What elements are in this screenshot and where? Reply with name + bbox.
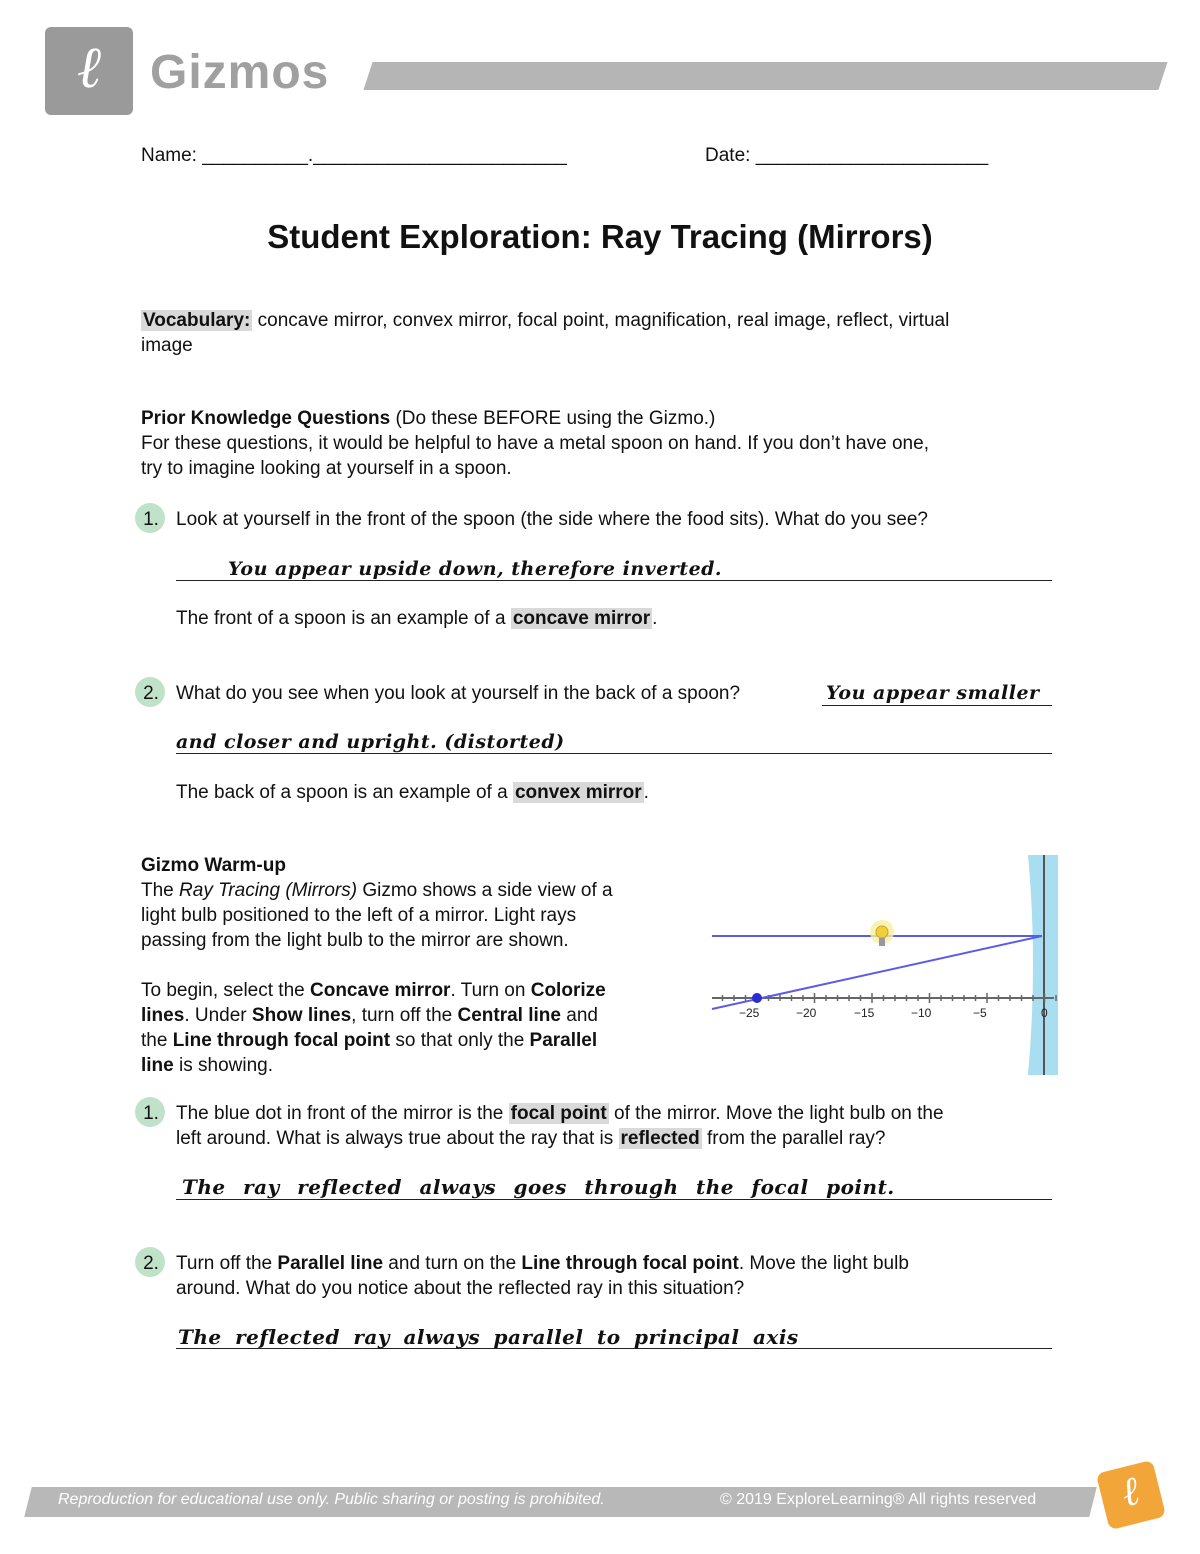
footer-notice: Reproduction for educational use only. Public sharing or posting is prohibited. [58,1491,605,1508]
warmup-section [141,853,701,1078]
warmup-term: line [141,1055,174,1076]
warmup-term: Line through focal point [172,1030,391,1051]
logo [45,27,133,115]
question-number: 1. [133,1101,169,1126]
logo-glyph: ℓ [76,33,102,101]
vocabulary-label: Vocabulary: [143,310,251,331]
name-blank: __________.________________________ [202,145,567,166]
warmup-text: and [560,1005,598,1026]
light-bulb-base [879,938,885,946]
tick-label: −10 [911,1006,932,1020]
tick-label: −15 [854,1006,875,1020]
focal-point [752,993,762,1003]
tick-labels [739,1006,1048,1020]
question-number: 2. [133,681,169,706]
warmup-term: Colorize [530,980,606,1001]
warmup-term: Central line [457,1005,561,1026]
prior-intro-1: For these questions, it would be helpful to have a metal spoon on hand. If you don’t have one, [141,433,929,454]
vocabulary-terms: concave mirror, convex mirror, focal point, magnification, real image, reflect, virtual [257,310,950,331]
tick-label: −20 [796,1006,817,1020]
warmup-text: , turn off the [351,1005,458,1026]
prior-knowledge [141,406,1071,481]
light-bulb-icon [876,926,888,938]
question-text: Look at yourself in the front of the spoon (the side where the food sits). What do you see? [176,509,928,530]
warmup-text: is showing. [173,1055,274,1076]
question-text-part: left around. What is always true about the ray that is [176,1128,619,1149]
warmup-text: To begin, select the [141,980,310,1001]
gizmo-name: Ray Tracing (Mirrors) [179,880,358,901]
vocabulary [141,308,1071,358]
prior-heading-note: (Do these BEFORE using the Gizmo.) [395,408,716,429]
question-term: focal point [510,1103,607,1124]
question-text [176,1251,1066,1301]
question-number: 1. [133,507,169,532]
tick-label: −25 [739,1006,760,1020]
footer-copyright: © 2019 ExploreLearning® All rights reserved [720,1491,1037,1508]
footer-logo-glyph: ℓ [1116,1467,1144,1517]
answer-line[interactable] [176,1199,1052,1200]
question-text-part: of the mirror. Move the light bulb on the [608,1103,944,1124]
header-bar [363,62,1167,90]
tick-label: −5 [973,1006,987,1020]
warmup-term: Concave mirror [310,980,451,1001]
answer-line[interactable] [176,580,1052,581]
brand-name: Gizmos [150,46,330,99]
answer-text: You appear smaller [826,682,1040,704]
question-term: reflected [620,1128,700,1149]
warmup-text: passing from the light bulb to the mirror are shown. [141,930,569,951]
answer-text: The reflected ray always parallel to principal axis [178,1325,799,1349]
prior-heading: Prior Knowledge Questions [141,408,391,429]
ray-diagram [710,855,1058,1075]
question-text-part: around. What do you notice about the reflected ray in this situation? [176,1278,745,1299]
name-field[interactable] [141,143,567,168]
vocabulary-terms-cont: image [141,335,193,356]
warmup-text: so that only the [390,1030,530,1051]
answer-line[interactable] [176,753,1052,754]
warmup-text: The [141,880,180,901]
date-blank: ______________________ [755,145,989,166]
question-note [176,780,649,805]
warmup-text: Gizmo shows a side view of a [357,880,613,901]
question-number: 2. [133,1251,169,1276]
question-text-part: . Move the light bulb [738,1253,909,1274]
note-text: The back of a spoon is an example of a [176,782,513,803]
tick-label: 0 [1041,1006,1048,1020]
footer-logo [1096,1460,1166,1530]
name-label: Name: [141,145,197,166]
answer-text: You appear upside down, therefore inverted. [228,558,723,580]
warmup-heading: Gizmo Warm-up [141,855,286,876]
note-term: concave mirror [512,608,651,629]
question-text-part: Turn off the [176,1253,278,1274]
warmup-term: lines [141,1005,185,1026]
note-term: convex mirror [514,782,642,803]
warmup-text: the [141,1030,173,1051]
question-text-part: and turn on the [383,1253,522,1274]
warmup-text: light bulb positioned to the left of a mirror. Light rays [141,905,577,926]
warmup-term: Show lines [251,1005,352,1026]
answer-text: The ray reflected always goes through the focal point. [182,1175,895,1199]
page-title: Student Exploration: Ray Tracing (Mirrors) [267,218,933,255]
prior-intro-2: try to imagine looking at yourself in a spoon. [141,458,512,479]
date-field[interactable] [705,143,988,168]
answer-line[interactable] [822,705,1052,706]
question-note [176,606,657,631]
question-term: Parallel line [277,1253,384,1274]
question-text-part: The blue dot in front of the mirror is the [176,1103,509,1124]
note-end: . [643,782,649,803]
question-text [176,1101,1066,1151]
warmup-term: Parallel [529,1030,598,1051]
question-term: Line through focal point [521,1253,739,1274]
warmup-text: . Under [184,1005,252,1026]
note-text: The front of a spoon is an example of a [176,608,511,629]
warmup-text: . Turn on [450,980,531,1001]
answer-text: and closer and upright. (distorted) [176,731,565,753]
note-end: . [652,608,658,629]
question-text-part: from the parallel ray? [701,1128,886,1149]
question-text: What do you see when you look at yourself in the back of a spoon? [176,683,741,704]
date-label: Date: [705,145,751,166]
